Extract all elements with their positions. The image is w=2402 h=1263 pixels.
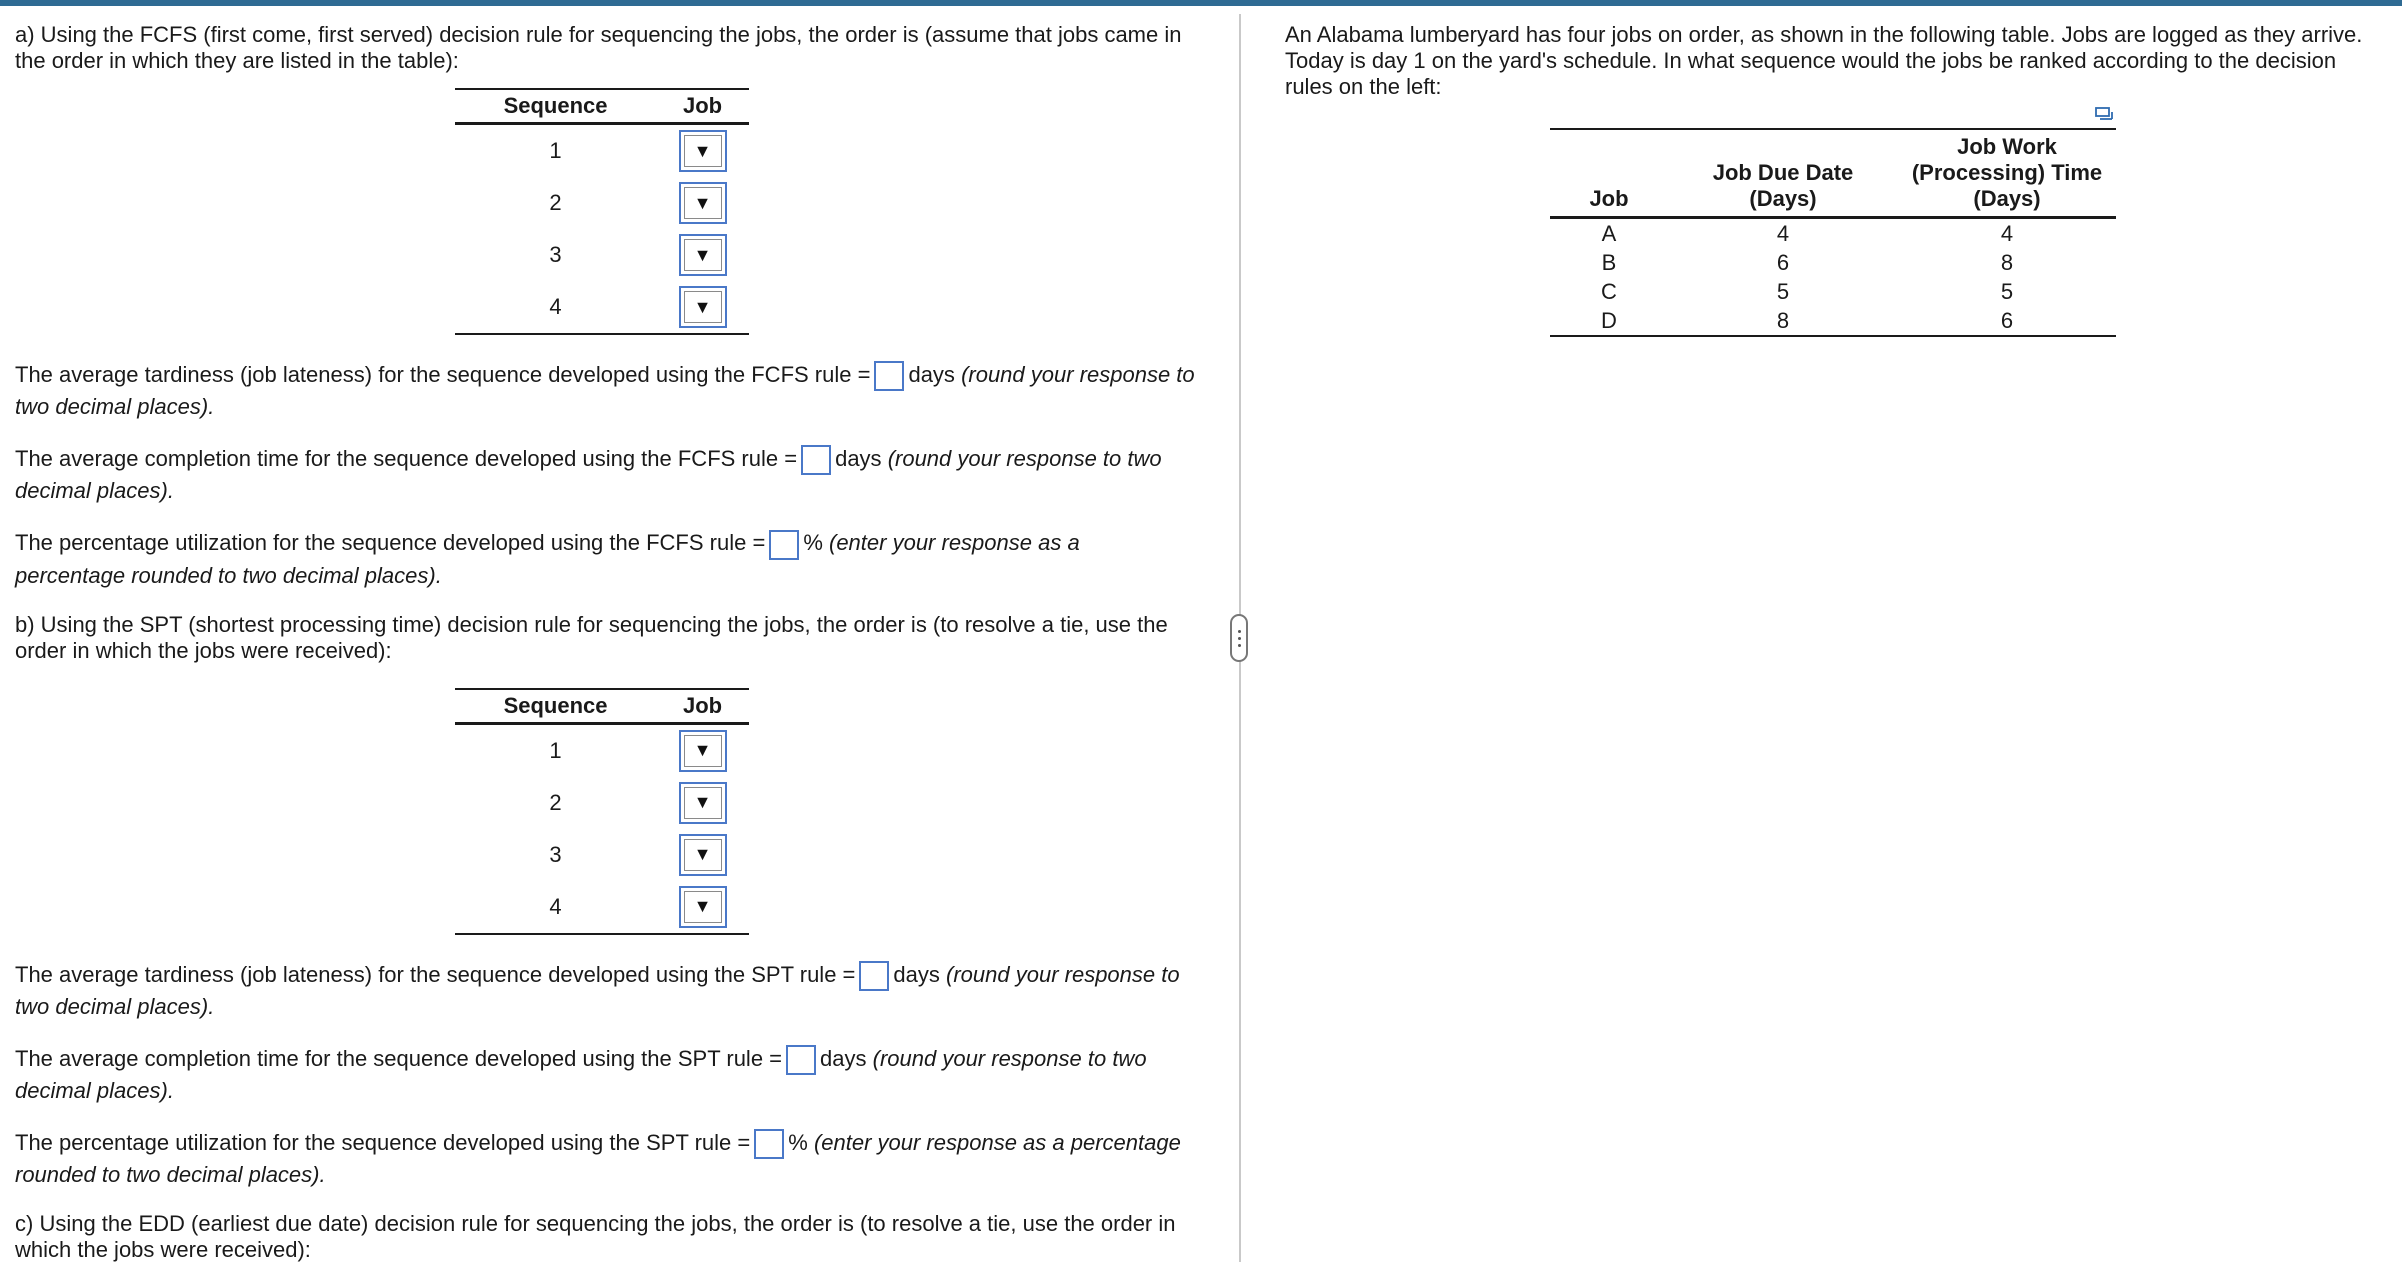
table-row (1550, 306, 2116, 336)
work-time-column-header: Job Work (Processing) Time (Days) (1898, 129, 2116, 218)
table-row (1550, 277, 2116, 306)
spt-tardiness-input[interactable] (859, 961, 889, 991)
work-cell: 5 (2000, 278, 2014, 304)
table-row (455, 777, 749, 829)
fcfs-utilization-line: The percentage utilization for the sequence developed using the FCFS rule = % (enter your response as a percentage rounded to two decimal places). (15, 530, 1080, 588)
resize-handle-icon[interactable] (1230, 614, 1248, 662)
table-row (455, 829, 749, 881)
job-cell: B (1601, 249, 1617, 275)
table-row (455, 124, 749, 178)
work-cell: 8 (2000, 249, 2014, 275)
part-b-prompt: b) Using the SPT (shortest processing time) decision rule for sequencing the jobs, the order is (to resolve a tie, use the order in which the jobs were received): (15, 611, 1168, 663)
table-row (455, 881, 749, 934)
job-cell: D (1550, 306, 1668, 336)
due-cell: 6 (1776, 249, 1790, 275)
spt-completion-input[interactable] (786, 1045, 816, 1075)
job-cell: C (1601, 278, 1617, 304)
job-header: Job (656, 689, 749, 724)
spt-job-2-dropdown[interactable] (679, 782, 727, 824)
part-c-prompt: c) Using the EDD (earliest due date) decision rule for sequencing the jobs, the order is (to resolve a tie, use the order in which the jobs were received): (15, 1211, 1176, 1263)
chevron-down-icon: ▼ (684, 291, 722, 323)
due-date-column-header: Job Due Date (Days) (1668, 129, 1898, 218)
right-problem-pane (1285, 22, 2385, 337)
spt-job-4-dropdown[interactable] (679, 886, 727, 928)
part-a-prompt: a) Using the FCFS (first come, first served) decision rule for sequencing the jobs, the order is (assume that jobs came in the order in which they are listed in the table): (15, 22, 1182, 73)
chevron-down-icon: ▼ (684, 891, 722, 923)
fcfs-completion-line: The average completion time for the sequence developed using the FCFS rule = days (round your response to two decimal places). (15, 446, 1162, 504)
table-row (455, 229, 749, 281)
fcfs-utilization-input[interactable] (769, 530, 799, 560)
chevron-down-icon: ▼ (684, 735, 722, 767)
spt-sequence-table (455, 688, 749, 935)
table-row (455, 281, 749, 334)
copy-icon[interactable] (2095, 106, 2113, 122)
due-cell: 4 (1776, 220, 1790, 246)
chevron-down-icon: ▼ (684, 839, 722, 871)
work-cell: 6 (1898, 306, 2116, 336)
spt-utilization-input[interactable] (754, 1129, 784, 1159)
fcfs-job-4-dropdown[interactable] (679, 286, 727, 328)
fcfs-job-1-dropdown[interactable] (679, 130, 727, 172)
job-column-header: Job (1550, 129, 1668, 218)
fcfs-sequence-table (455, 88, 749, 335)
left-question-pane (15, 22, 1195, 1263)
due-cell: 5 (1776, 278, 1790, 304)
sequence-number: 3 (549, 841, 562, 867)
chevron-down-icon: ▼ (684, 135, 722, 167)
spt-job-1-dropdown[interactable] (679, 730, 727, 772)
due-cell: 8 (1668, 306, 1898, 336)
sequence-number: 2 (549, 789, 562, 815)
sequence-header: Sequence (455, 89, 656, 124)
table-row (455, 177, 749, 229)
job-header: Job (656, 89, 749, 124)
sequence-number: 1 (549, 737, 562, 763)
table-row (455, 723, 749, 777)
chevron-down-icon: ▼ (684, 787, 722, 819)
job-cell: A (1601, 220, 1617, 246)
table-row (1550, 218, 2116, 249)
fcfs-job-2-dropdown[interactable] (679, 182, 727, 224)
sequence-number: 3 (549, 242, 562, 267)
spt-completion-line: The average completion time for the sequence developed using the SPT rule = days (round your response to two decimal places). (15, 1045, 1147, 1103)
fcfs-tardiness-line: The average tardiness (job lateness) for the sequence developed using the FCFS rule = days (round your response to two decimal places). (15, 362, 1195, 420)
sequence-number: 1 (549, 138, 562, 163)
table-row (1550, 248, 2116, 277)
fcfs-job-3-dropdown[interactable] (679, 234, 727, 276)
chevron-down-icon: ▼ (684, 187, 722, 219)
fcfs-tardiness-input[interactable] (874, 361, 904, 391)
sequence-number: 2 (549, 190, 562, 215)
sequence-header: Sequence (455, 689, 656, 724)
problem-statement: An Alabama lumberyard has four jobs on order, as shown in the following table. Jobs are logged as they arrive. Today is day 1 on the yard's schedule. In what sequence would the jobs be ranked according to the decision rules on the left: (1285, 22, 2363, 99)
spt-utilization-line: The percentage utilization for the sequence developed using the SPT rule = % (enter your response as a percentage rounded to two decimal places). (15, 1129, 1181, 1188)
spt-tardiness-line: The average tardiness (job lateness) for the sequence developed using the SPT rule = days (round your response to two decimal places). (15, 961, 1180, 1019)
sequence-number: 4 (455, 281, 656, 334)
jobs-data-table (1550, 128, 2116, 337)
fcfs-completion-input[interactable] (801, 445, 831, 475)
chevron-down-icon: ▼ (684, 239, 722, 271)
top-accent-bar (0, 0, 2402, 6)
spt-job-3-dropdown[interactable] (679, 834, 727, 876)
work-cell: 4 (2000, 220, 2014, 246)
sequence-number: 4 (455, 881, 656, 934)
